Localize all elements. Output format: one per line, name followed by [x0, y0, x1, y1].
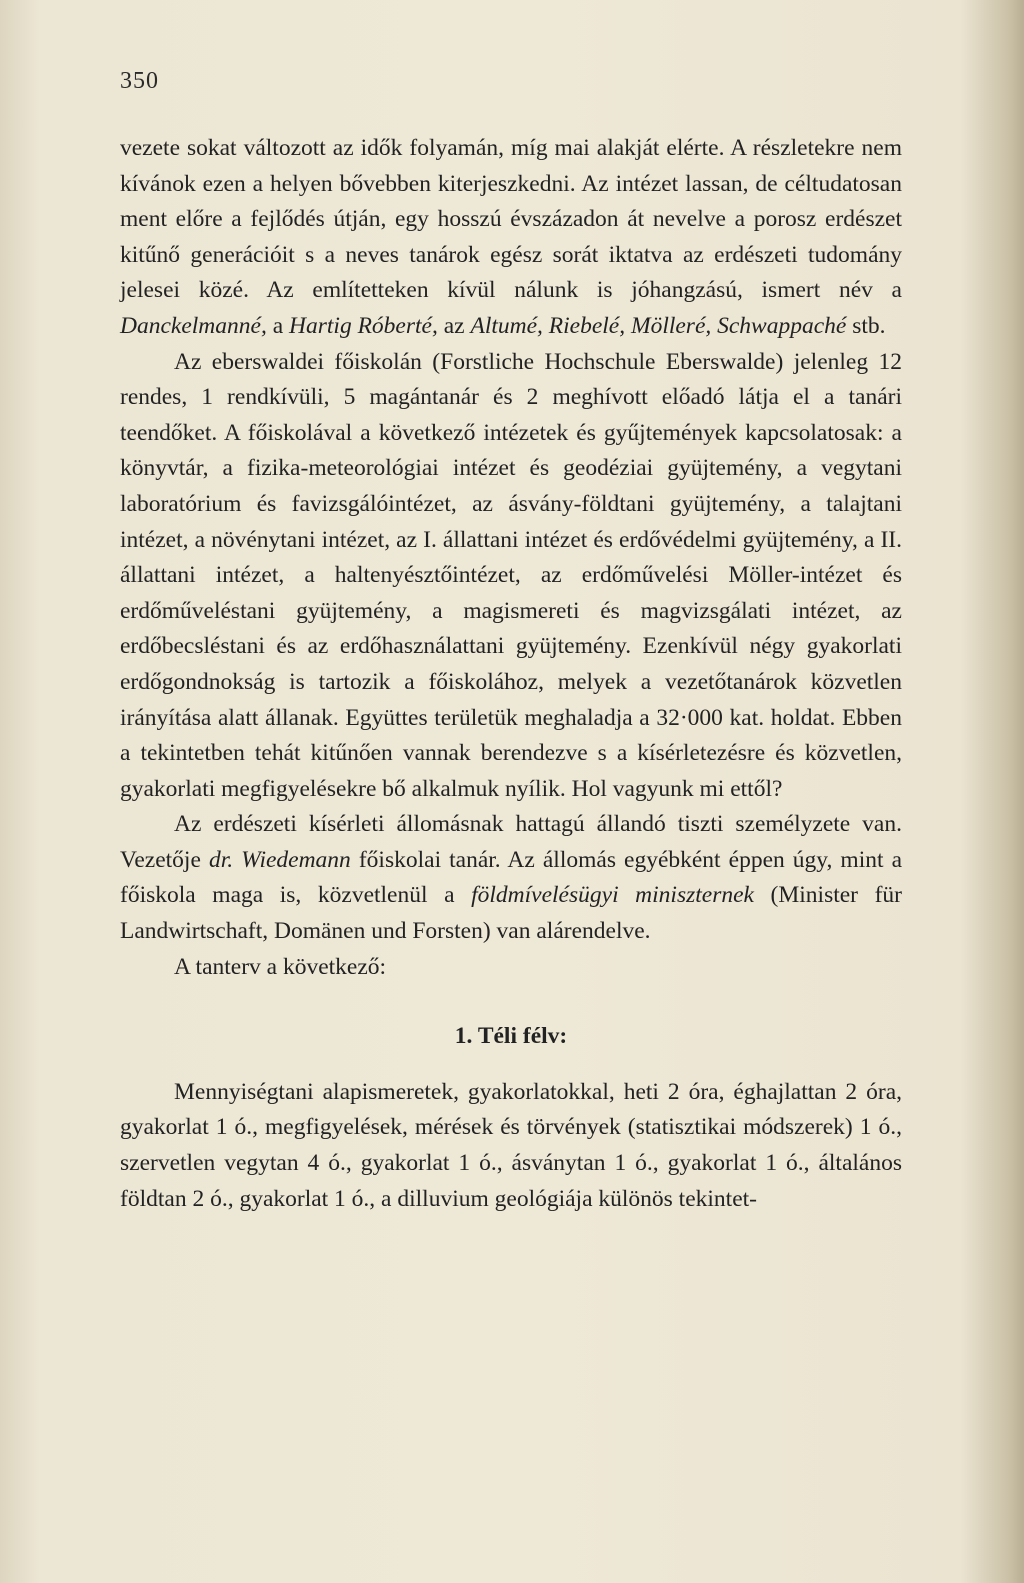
- paragraph-5: Mennyiségtani alapismeretek, gyakorlatokkal, heti 2 óra, éghajlattan 2 óra, gyakorlat 1 ó., megfigyelések, mérések és törvények (statisztikai módszerek) 1 ó., szervetlen vegytan 4 ó., gyakorlat 1 ó., ásványtan 1 ó., gyakorlat 1 ó., általános földtan 2 ó., gyakorlat 1 ó., a dilluvium geológiája különös tekintet-: [120, 1078, 902, 1212]
- italic-name: dr. Wiedemann: [208, 846, 351, 873]
- text-segment: Az erdészeti kísérleti állomásnak hattagú állandó tiszti személyzete van. Vezetője: [120, 811, 902, 873]
- italic-name: Hartig Róberté,: [289, 312, 438, 339]
- text-segment: stb.: [846, 312, 886, 339]
- paragraph-3: [120, 807, 902, 949]
- text-segment: az: [437, 312, 471, 339]
- text-segment: főiskolai tanár. Az állomás egyébként éppen úgy, mint a főiskola maga is, közvetlenül a: [120, 846, 902, 909]
- italic-term: földmívelésügyi miniszternek: [471, 882, 754, 909]
- page-number: 350: [120, 68, 159, 94]
- text-segment: A tanterv a következő:: [174, 953, 387, 980]
- body-text: [120, 131, 902, 1217]
- text-segment: vezete sokat változott az idők folyamán, míg mai alakját elérte. A részletekre nem kívánok ezen a helyen bővebben kiterjeszkedni. Az intézet lassan, de céltudatosan ment előre a fejlődés útján, egy hosszú évszázadon át nevelve a porosz erdészet kitűnő generációit s a neves tanárok egész sorát iktatva az erdészeti tudomány jelesei közé. Az említetteken kívül nálunk is jóhangzású, ismert név a: [120, 135, 902, 304]
- section-title: 1. Téli félv:: [454, 1023, 568, 1050]
- text-segment: a: [266, 312, 290, 339]
- paragraph-1: [120, 131, 902, 345]
- italic-name: Danckelmanné,: [120, 312, 267, 339]
- italic-name: Altumé, Riebelé, Mölleré, Schwappaché: [470, 312, 847, 339]
- text-segment: Az eberswaldei főiskolán (Forstliche Hochschule Eberswalde) jelenleg 12 rendes, 1 rendkívüli, 5 magántanár és 2 meghívott előadó látja el a tanári teendőket. A főiskolával a következő intézetek és gyűjtemények kapcsolatosak: a könyvtár, a fizika-meteorológiai intézet és geodéziai gyüjtemény, a vegytani laboratórium és favizsgálóintézet, az ásvány-földtani gyüjtemény, a talajtani intézet, a növénytani intézet, az I. állattani intézet és erdővédelmi gyüjtemény, a II. állattani intézet, a haltenyésztőintézet, az erdőművelési Möller-intézet és erdőműveléstani gyüjtemény, a magismereti és magvizsgálati intézet, az erdőbecsléstani és az erdőhasználattani gyüjtemény. Ezenkívül négy gyakorlati erdőgondnokság is tartozik a főiskolához, melyek a vezetőtanárok közvetlen irányítása alatt állanak. Együttes területük meghaladja a 32·000 kat. holdat. Ebben a tekintetben tehát kitűnően vannak berendezve s a kísérletezésre és közvetlen, gyakorlati megfigyelésekre bő alkalmuk nyílik. Hol vagyunk mi ettől?: [120, 348, 902, 802]
- paragraph-4: [120, 950, 902, 986]
- text-segment: (Minister für Landwirtschaft, Domänen und Forsten) van alárendelve.: [120, 882, 902, 945]
- paragraph-2: [120, 345, 902, 808]
